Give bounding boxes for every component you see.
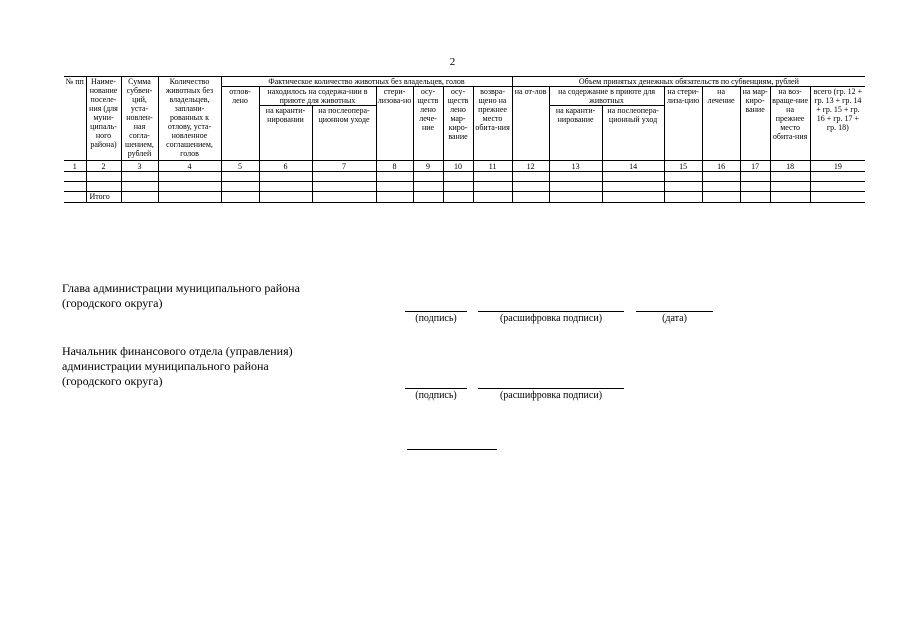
table-cell[interactable] bbox=[549, 172, 602, 182]
table-cell[interactable] bbox=[512, 182, 549, 192]
header-fact-marked: осу-ществ лено мар-киро-вание bbox=[443, 87, 473, 161]
head-decoding-caption: (расшифровка подписи) bbox=[499, 313, 603, 324]
table-cell[interactable] bbox=[86, 172, 121, 182]
column-number: 9 bbox=[413, 161, 443, 172]
table-cell[interactable] bbox=[158, 172, 221, 182]
table-cell[interactable] bbox=[86, 182, 121, 192]
finance-decoding-line[interactable] bbox=[478, 388, 624, 389]
head-date-caption: (дата) bbox=[662, 313, 687, 324]
header-fact-postop: на послеопера-ционном уходе bbox=[312, 106, 376, 161]
header-fact-sterilized: стери-лизова-но bbox=[376, 87, 413, 161]
header-obl-catch: на от-лов bbox=[512, 87, 549, 161]
table-cell[interactable] bbox=[413, 182, 443, 192]
table-row bbox=[64, 182, 865, 192]
total-label: Итого bbox=[86, 192, 121, 203]
table-cell[interactable] bbox=[702, 192, 740, 203]
table-cell[interactable] bbox=[740, 182, 770, 192]
table-cell[interactable] bbox=[443, 172, 473, 182]
table-cell[interactable] bbox=[121, 192, 158, 203]
table-cell[interactable] bbox=[664, 192, 702, 203]
table-cell[interactable] bbox=[770, 182, 810, 192]
finance-signature-line[interactable] bbox=[405, 388, 467, 389]
header-fact-quarantine: на каранти-нировании bbox=[259, 106, 312, 161]
finance-title-line2: администрации муниципального района bbox=[62, 359, 269, 373]
header-subsidy-sum: Сумма субвен-ций, уста-новлен-ная согла-шением, рублей bbox=[121, 77, 158, 161]
table-cell[interactable] bbox=[312, 172, 376, 182]
head-date-line[interactable] bbox=[636, 311, 713, 312]
table-cell[interactable] bbox=[549, 192, 602, 203]
column-number: 5 bbox=[221, 161, 259, 172]
footnote-separator-line bbox=[407, 449, 497, 450]
table-cell[interactable] bbox=[549, 182, 602, 192]
table-cell[interactable] bbox=[512, 192, 549, 203]
table-cell[interactable] bbox=[602, 192, 664, 203]
table-cell[interactable] bbox=[740, 192, 770, 203]
header-fact-caught: отлов-лено bbox=[221, 87, 259, 161]
table-cell[interactable] bbox=[443, 192, 473, 203]
column-number: 4 bbox=[158, 161, 221, 172]
column-number: 18 bbox=[770, 161, 810, 172]
column-number: 7 bbox=[312, 161, 376, 172]
table-cell[interactable] bbox=[64, 182, 86, 192]
header-fact-treated: осу-ществ лено лече-ние bbox=[413, 87, 443, 161]
header-obl-postop: на послеопера-ционный уход bbox=[602, 106, 664, 161]
table-cell[interactable] bbox=[413, 192, 443, 203]
header-no: № пп bbox=[64, 77, 86, 161]
total-row bbox=[64, 192, 865, 203]
table-cell[interactable] bbox=[770, 192, 810, 203]
table-cell[interactable] bbox=[740, 172, 770, 182]
header-obl-shelter: на содержание в приюте для животных bbox=[549, 87, 664, 106]
header-obl-sterilization: на стери-лиза-цию bbox=[664, 87, 702, 161]
table-cell[interactable] bbox=[121, 172, 158, 182]
table-cell[interactable] bbox=[810, 182, 865, 192]
table-cell[interactable] bbox=[376, 172, 413, 182]
header-planned-quantity: Количество животных без владельцев, заплани-рованных к отлову, уста-новленное соглашением, голов bbox=[158, 77, 221, 161]
table-cell[interactable] bbox=[221, 182, 259, 192]
head-title-line2: (городского округа) bbox=[62, 296, 163, 310]
header-obl-quarantine: на каранти-нирование bbox=[549, 106, 602, 161]
table-cell[interactable] bbox=[473, 182, 512, 192]
table-cell[interactable] bbox=[221, 192, 259, 203]
column-number: 2 bbox=[86, 161, 121, 172]
table-cell[interactable] bbox=[221, 172, 259, 182]
table-cell[interactable] bbox=[443, 182, 473, 192]
table-cell[interactable] bbox=[810, 172, 865, 182]
column-number: 19 bbox=[810, 161, 865, 172]
table-cell[interactable] bbox=[413, 172, 443, 182]
head-signature-line[interactable] bbox=[405, 311, 467, 312]
table-row bbox=[64, 172, 865, 182]
table-cell[interactable] bbox=[158, 192, 221, 203]
column-number: 8 bbox=[376, 161, 413, 172]
table-cell[interactable] bbox=[664, 172, 702, 182]
table-cell[interactable] bbox=[121, 182, 158, 192]
table-cell[interactable] bbox=[664, 182, 702, 192]
finance-title-line3: (городского округа) bbox=[62, 374, 163, 388]
column-number: 15 bbox=[664, 161, 702, 172]
table-cell[interactable] bbox=[259, 192, 312, 203]
table-cell[interactable] bbox=[64, 192, 86, 203]
table-cell[interactable] bbox=[512, 172, 549, 182]
column-number: 13 bbox=[549, 161, 602, 172]
header-actual-quantity-group: Фактическое количество животных без владельцев, голов bbox=[221, 77, 512, 87]
header-settlement-name: Наиме-нование поселе-ния (для муни-ципаль-ного района) bbox=[86, 77, 121, 161]
header-obl-marking: на мар-киро-вание bbox=[740, 87, 770, 161]
head-signature-caption: (подпись) bbox=[415, 313, 457, 324]
table-cell[interactable] bbox=[376, 182, 413, 192]
column-number: 6 bbox=[259, 161, 312, 172]
table-cell[interactable] bbox=[312, 182, 376, 192]
table-cell[interactable] bbox=[702, 172, 740, 182]
table-cell[interactable] bbox=[312, 192, 376, 203]
finance-signature-caption: (подпись) bbox=[415, 390, 457, 401]
table-cell[interactable] bbox=[602, 172, 664, 182]
column-number: 1 bbox=[64, 161, 86, 172]
finance-decoding-caption: (расшифровка подписи) bbox=[499, 390, 603, 401]
table-cell[interactable] bbox=[259, 182, 312, 192]
column-number-row bbox=[64, 161, 865, 172]
table-cell[interactable] bbox=[770, 172, 810, 182]
subsidy-report-table bbox=[64, 76, 865, 203]
column-number: 17 bbox=[740, 161, 770, 172]
head-title-line1: Глава администрации муниципального района bbox=[62, 281, 300, 295]
header-obligations-group: Объем принятых денежных обязательств по субвенциям, рублей bbox=[512, 77, 865, 87]
header-obl-total: всего (гр. 12 + гр. 13 + гр. 14 + гр. 15 + гр. 16 + гр. 17 + гр. 18) bbox=[810, 87, 865, 161]
header-fact-shelter: находилось на содержа-нии в приюте для животных bbox=[259, 87, 376, 106]
table-cell[interactable] bbox=[473, 172, 512, 182]
column-number: 11 bbox=[473, 161, 512, 172]
column-number: 14 bbox=[602, 161, 664, 172]
table-cell[interactable] bbox=[473, 192, 512, 203]
column-number: 12 bbox=[512, 161, 549, 172]
header-obl-return: на воз-враще-ние на прежнее место обита-ния bbox=[770, 87, 810, 161]
table-cell[interactable] bbox=[702, 182, 740, 192]
table-cell[interactable] bbox=[64, 172, 86, 182]
page-number: 2 bbox=[449, 56, 456, 68]
header-fact-returned: возвра-щено на прежнее место обита-ния bbox=[473, 87, 512, 161]
table-cell[interactable] bbox=[602, 182, 664, 192]
column-number: 10 bbox=[443, 161, 473, 172]
column-number: 16 bbox=[702, 161, 740, 172]
table-cell[interactable] bbox=[376, 192, 413, 203]
column-number: 3 bbox=[121, 161, 158, 172]
head-decoding-line[interactable] bbox=[478, 311, 624, 312]
finance-title-line1: Начальник финансового отдела (управления) bbox=[62, 344, 293, 358]
table-cell[interactable] bbox=[259, 172, 312, 182]
table-cell[interactable] bbox=[158, 182, 221, 192]
table-cell[interactable] bbox=[810, 192, 865, 203]
header-obl-treatment: на лечение bbox=[702, 87, 740, 161]
